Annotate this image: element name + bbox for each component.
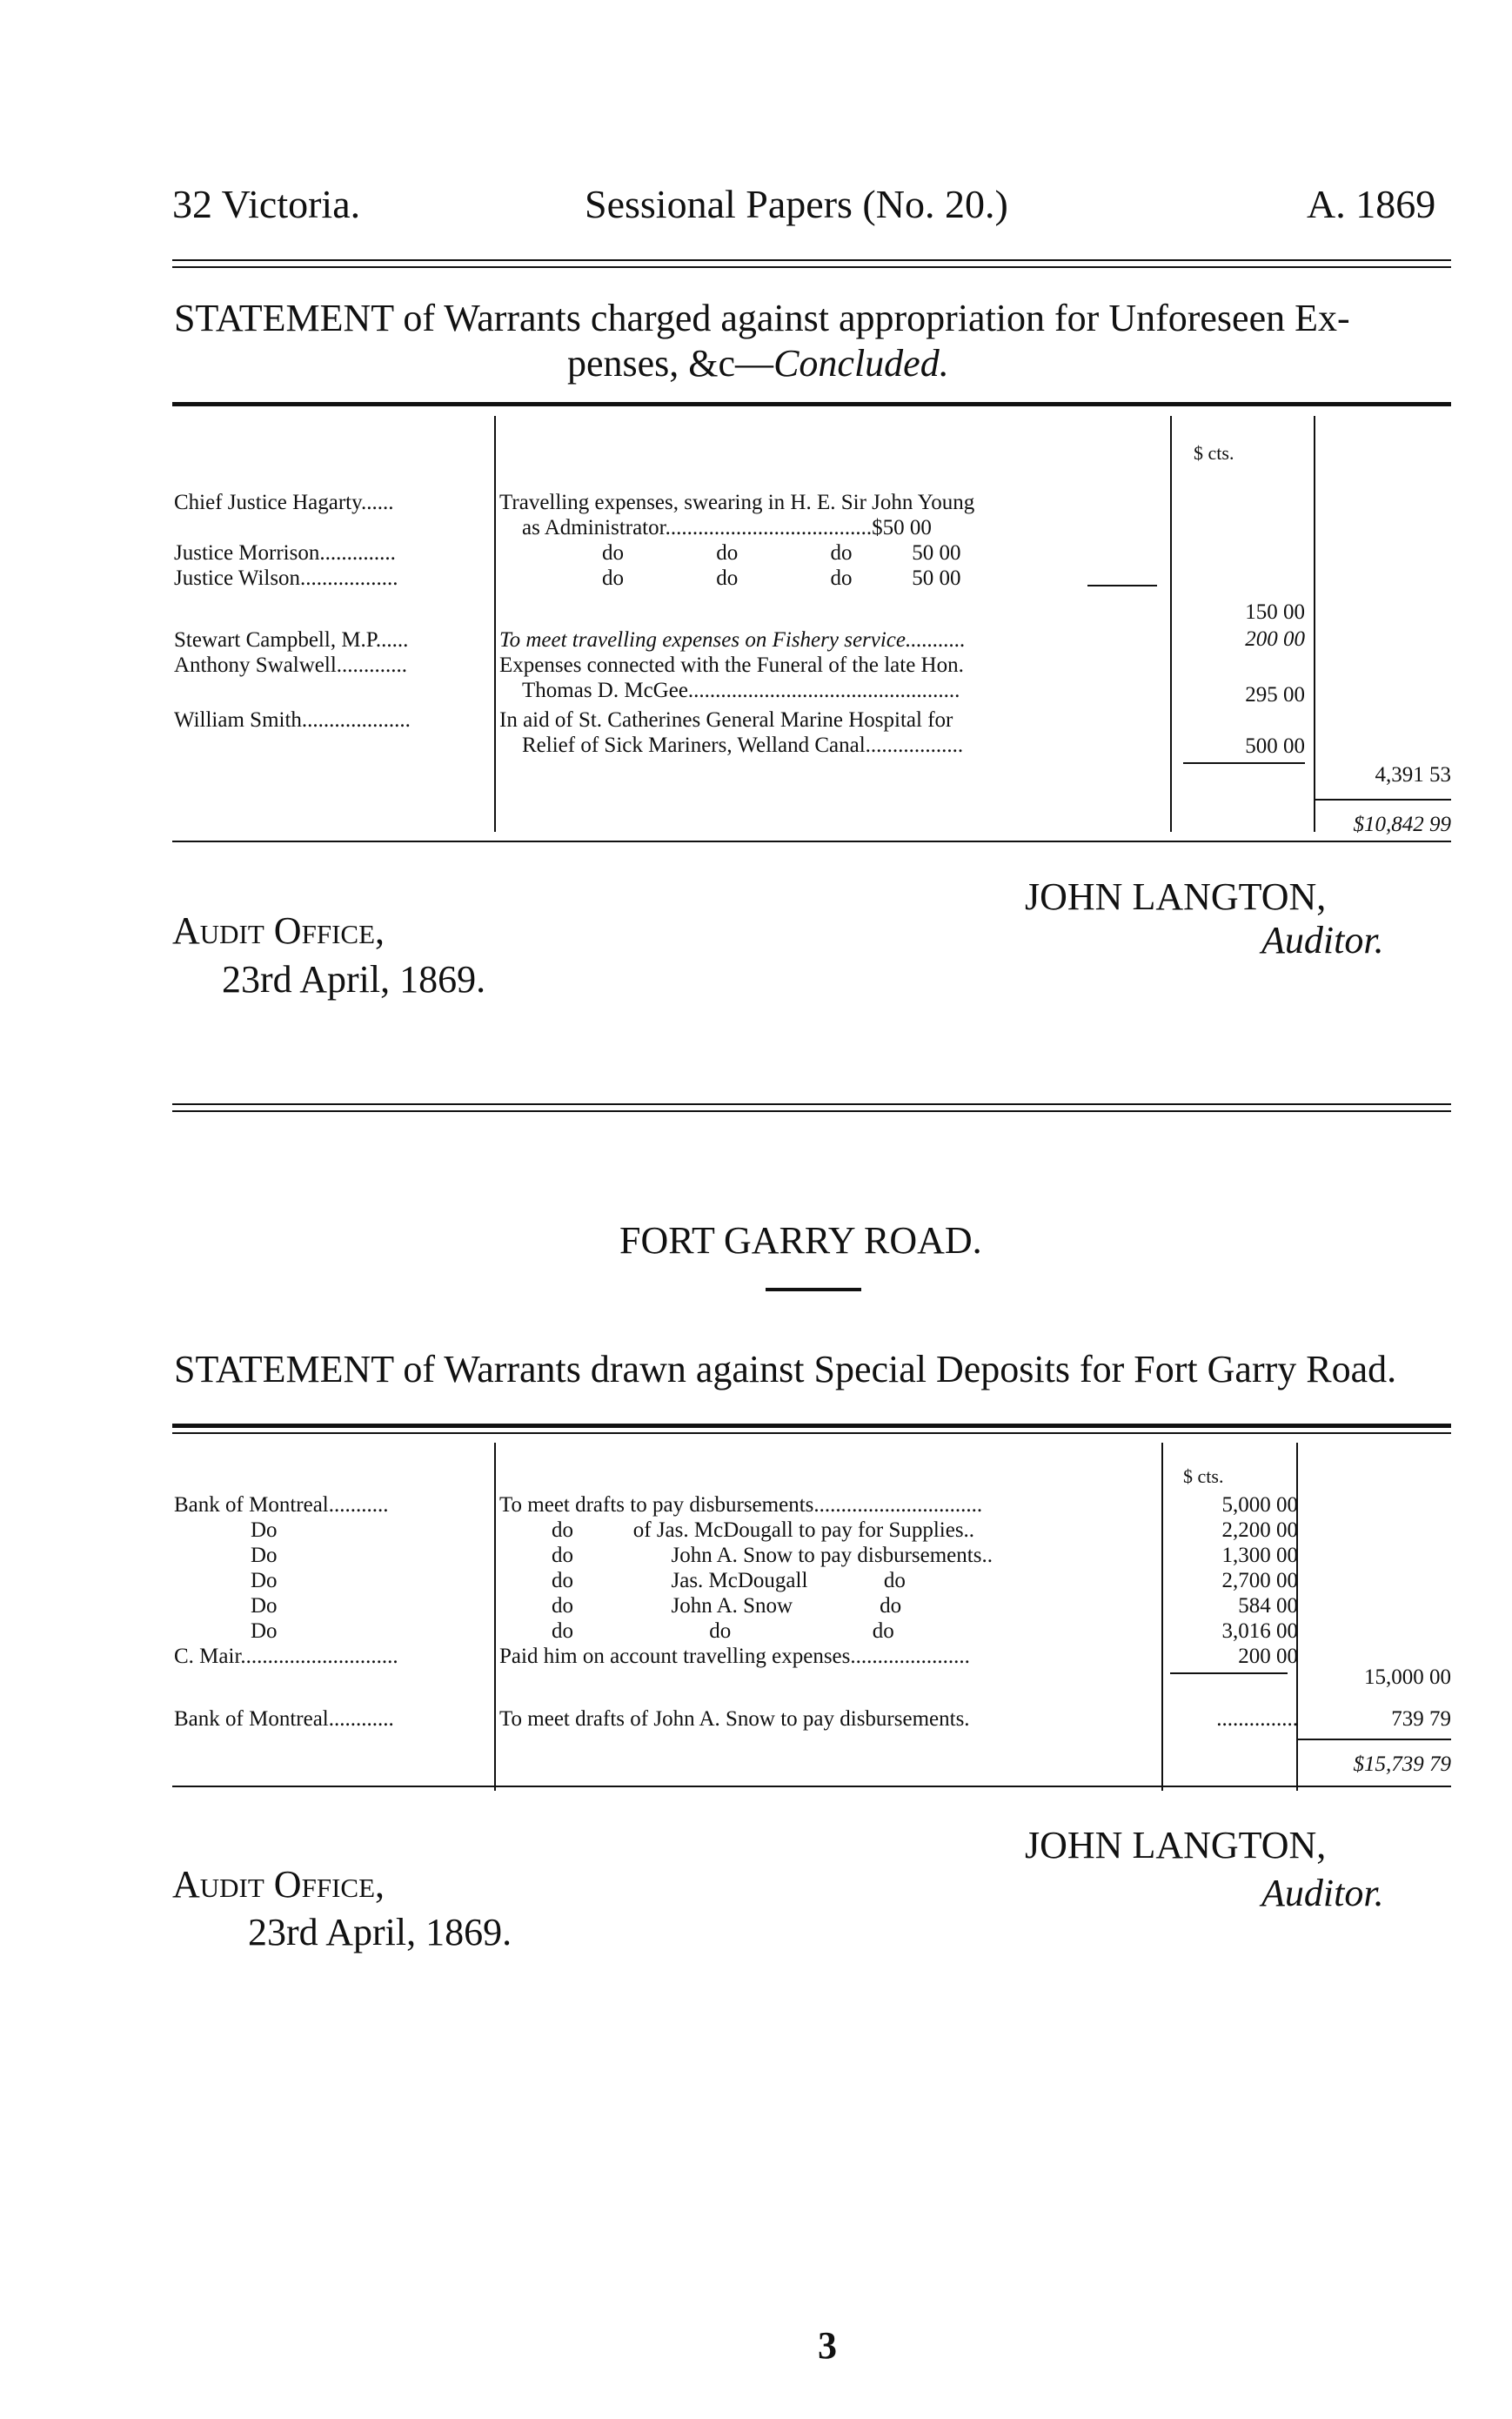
s1-total: $10,842 99 [1353,813,1451,836]
s2-row-amount: 1,300 00 [1221,1544,1298,1567]
s2-row-desc: do John A. Snow to pay disbursements.. [552,1544,993,1567]
s1-table-bottom-rule [172,841,1451,842]
s1-row-desc: do do do 50 00 [602,566,961,590]
section1-title-line1: STATEMENT of Warrants charged against appropriation for Unforeseen Ex- [174,297,1350,339]
header-rule-top [172,259,1451,261]
s1-audit-office: Audit Office, [172,909,385,952]
s2-total: $15,739 79 [1353,1752,1451,1776]
s2-row-name: Do [251,1619,278,1643]
s2-row-name: Do [251,1544,278,1567]
s2-row-desc: do John A. Snow do [552,1594,902,1618]
s1-amount: 200 00 [1245,627,1305,651]
s1-amount: 150 00 [1245,600,1305,624]
s2-row-desc: To meet drafts of John A. Snow to pay disbursements. [499,1707,970,1731]
s2-subtotal: 15,000 00 [1364,1665,1451,1689]
s1-row-desc: do do do 50 00 [602,541,961,565]
s2-row-name: C. Mair............................. [174,1645,398,1668]
s1-amount: 500 00 [1245,734,1305,758]
s2-currency-header: $ cts. [1183,1465,1224,1487]
header-left: 32 Victoria. [172,182,361,226]
s2-row-desc: do Jas. McDougall do [552,1569,906,1592]
header-rule-bottom [172,266,1451,268]
section2-heading-rule [766,1288,861,1291]
header-right: A. 1869 [1307,182,1436,226]
s1-row-name: Justice Wilson.................. [174,566,398,590]
section1-title-italic: Concluded. [773,342,949,385]
s1-row-desc: Thomas D. McGee.................................................. [522,679,960,702]
s2-row-name: Do [251,1594,278,1618]
s2-subtotal-rule [1298,1739,1451,1740]
s1-row-name: Justice Morrison.............. [174,541,396,565]
section2-heading: FORT GARRY ROAD. [619,1219,982,1262]
s1-subtotal-rule [1315,799,1451,801]
s1-sum-rule [1087,585,1157,586]
section-separator-top [172,1103,1451,1105]
section2-rule-thick [172,1424,1451,1428]
s2-audit-date: 23rd April, 1869. [248,1911,512,1953]
s1-amount-rule [1183,762,1305,764]
s1-row-name: Stewart Campbell, M.P...... [174,628,409,652]
s2-auditor-role: Auditor. [1261,1872,1384,1914]
s2-row-amount: ............... [1216,1707,1298,1731]
s1-row-desc: Relief of Sick Mariners, Welland Canal.................. [522,734,964,757]
s2-row-name: Do [251,1518,278,1542]
s1-row-desc: as Administrator......................................$50 00 [522,516,932,539]
s2-row-amount: 584 00 [1238,1594,1298,1618]
s1-row-name: William Smith.................... [174,708,411,732]
s2-row-amount: 3,016 00 [1221,1619,1298,1643]
s1-row-desc: To meet travelling expenses on Fishery service........... [499,628,966,652]
s1-row-desc: Expenses connected with the Funeral of the late Hon. [499,653,964,677]
section2-rule-thin [172,1432,1451,1434]
s2-row-amount: 200 00 [1238,1645,1298,1668]
section1-title-plain: penses, &c— [567,342,774,385]
s2-row-name: Bank of Montreal........... [174,1493,389,1517]
section1-title-line2 [567,341,949,386]
s1-row-desc: Travelling expenses, swearing in H. E. Sir John Young [499,491,975,514]
section-separator-bottom [172,1110,1451,1112]
s2-row-desc: Paid him on account travelling expenses...................... [499,1645,970,1668]
s2-audit-office: Audit Office, [172,1863,385,1906]
s2-row-desc: To meet drafts to pay disbursements............................... [499,1493,983,1517]
section2-title: STATEMENT of Warrants drawn against Special Deposits for Fort Garry Road. [174,1348,1397,1390]
s1-auditor-role: Auditor. [1261,919,1384,962]
s2-row-desc: do of Jas. McDougall to pay for Supplies.. [552,1518,975,1542]
s1-amount: 295 00 [1245,683,1305,707]
s1-row-name: Anthony Swalwell............. [174,653,408,677]
s2-extra: 739 79 [1391,1707,1451,1731]
s2-row-amount: 5,000 00 [1221,1493,1298,1517]
s2-amount-rule [1170,1672,1288,1674]
section1-rule-thick [172,402,1451,406]
s1-row-name: Chief Justice Hagarty...... [174,491,394,514]
s1-audit-date: 23rd April, 1869. [222,958,486,1001]
s2-row-amount: 2,200 00 [1221,1518,1298,1542]
s1-auditor-name: JOHN LANGTON, [1025,875,1327,918]
s2-row-name: Bank of Montreal............ [174,1707,394,1731]
header-center: Sessional Papers (No. 20.) [585,182,1008,226]
s2-row-amount: 2,700 00 [1221,1569,1298,1592]
s2-auditor-name: JOHN LANGTON, [1025,1824,1327,1866]
s2-table-bottom-rule [172,1786,1451,1787]
s1-subtotal: 4,391 53 [1375,763,1451,787]
page-number: 3 [818,2324,837,2367]
s2-row-desc: do do do [552,1619,894,1643]
s1-row-desc: In aid of St. Catherines General Marine Hospital for [499,708,953,732]
s1-currency-header: $ cts. [1194,442,1234,464]
s2-row-name: Do [251,1569,278,1592]
